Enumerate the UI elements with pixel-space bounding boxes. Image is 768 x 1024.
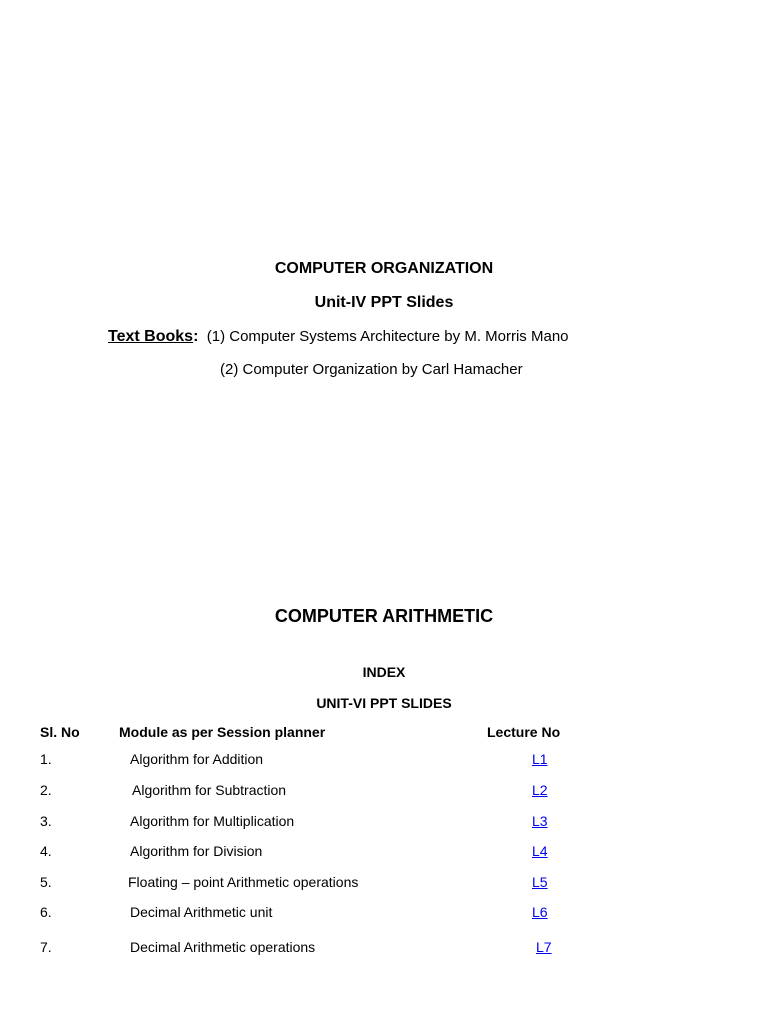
row-number: 7. (40, 939, 52, 955)
row-number: 2. (40, 782, 52, 798)
header-sl-no: Sl. No (40, 724, 80, 740)
text-book-2: (2) Computer Organization by Carl Hamacher (220, 361, 523, 378)
unit-title: Unit-IV PPT Slides (314, 294, 454, 311)
row-module: Algorithm for Subtraction (132, 782, 287, 798)
lecture-link[interactable]: L3 (532, 813, 548, 829)
row-module: Algorithm for Division (130, 843, 263, 859)
section-title: COMPUTER ARITHMETIC (274, 606, 494, 626)
text-books-line (108, 328, 569, 346)
text-books-label: Text Books (108, 328, 194, 345)
row-module: Algorithm for Multiplication (130, 813, 295, 829)
row-number: 5. (40, 874, 52, 890)
table-row (0, 874, 768, 894)
table-row (0, 813, 768, 833)
row-module: Decimal Arithmetic operations (130, 939, 316, 955)
row-module: Floating – point Arithmetic operations (128, 874, 359, 890)
row-module: Decimal Arithmetic unit (130, 904, 273, 920)
slides-title: UNIT-VI PPT SLIDES (316, 695, 452, 711)
row-number: 1. (40, 751, 52, 767)
lecture-link[interactable]: L2 (532, 782, 548, 798)
lecture-link[interactable]: L4 (532, 843, 548, 859)
lecture-link[interactable]: L1 (532, 751, 548, 767)
text-book-1: (1) Computer Systems Architecture by M. Morris Mano (206, 328, 569, 345)
table-row (0, 843, 768, 863)
table-row (0, 751, 768, 771)
header-lecture-no: Lecture No (487, 724, 561, 740)
header-module: Module as per Session planner (119, 724, 326, 740)
row-number: 3. (40, 813, 52, 829)
course-title: COMPUTER ORGANIZATION (274, 260, 494, 277)
lecture-link[interactable]: L5 (532, 874, 548, 890)
lecture-link[interactable]: L7 (536, 939, 552, 955)
table-row (0, 782, 768, 802)
row-number: 4. (40, 843, 52, 859)
index-title: INDEX (362, 664, 406, 680)
table-row (0, 939, 768, 959)
table-row (0, 904, 768, 924)
row-number: 6. (40, 904, 52, 920)
row-module: Algorithm for Addition (130, 751, 264, 767)
lecture-link[interactable]: L6 (532, 904, 548, 920)
text-books-separator: : (193, 328, 199, 345)
